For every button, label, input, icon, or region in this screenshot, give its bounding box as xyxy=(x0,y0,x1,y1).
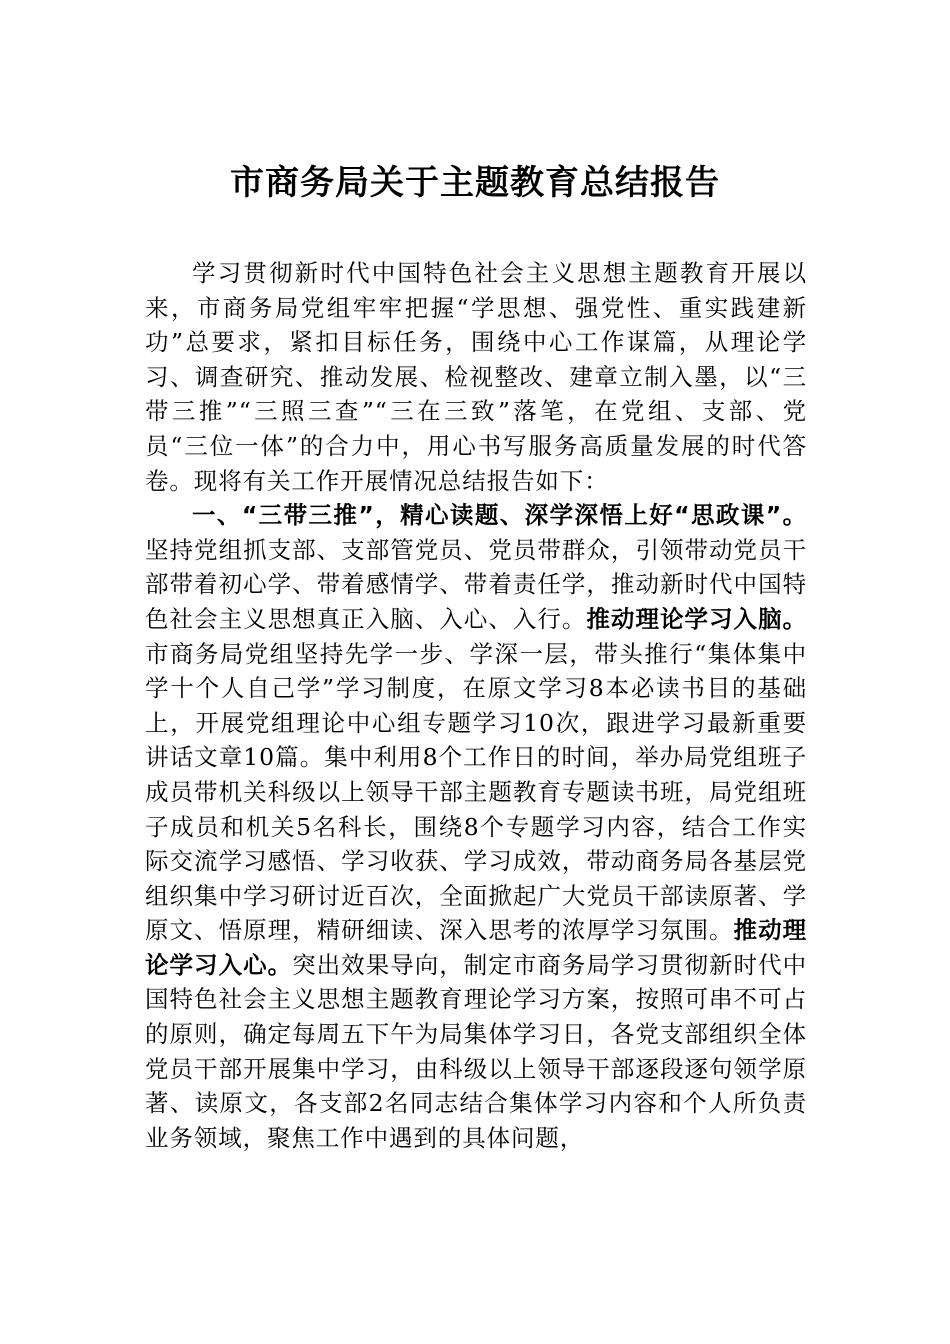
section-1-text-b: 市商务局党组坚持先学一步、学深一层，带头推行“集体集中学十个人自己学”学习制度，在原文学习8本必读书目的基础上，开展党组理论中心组专题学习10次，跟进学习最新重要讲话文章10篇。集中利用8个工作日的时间，举办局党组班子成员带机关科级以上领导干部主题教育专题读书班，局党组班子成员和机关5名科长，围绕8个专题学习内容，结合工作实际交流学习感悟、学习收获、学习成效，带动商务局各基层党组织集中学习研讨近百次，全面掀起广大党员干部读原著、学原文、悟原理，精研细读、深入思考的浓厚学习氛围。 xyxy=(145,639,807,945)
section-1-subheading-c: 推动理论学习入心。 xyxy=(145,916,807,979)
section-1-text-a: 坚持党组抓支部、支部管党员、党员带群众，引领带动党员干部带着初心学、带着感情学、带着责任学，推动新时代中国特色社会主义思想真正入脑、入心、入行。 xyxy=(145,535,807,633)
document-body xyxy=(145,256,807,1155)
intro-text: 学习贯彻新时代中国特色社会主义思想主题教育开展以来，市商务局党组牢牢把握“学思想、强党性、重实践建新功”总要求，紧扣目标任务，围绕中心工作谋篇，从理论学习、调查研究、推动发展、检视整改、建章立制入墨，以“三带三推”“三照三查”“三在三致”落笔，在党组、支部、党员“三位一体”的合力中，用心书写服务高质量发展的时代答卷。现将有关工作开展情况总结报告如下： xyxy=(145,259,807,495)
section-1-paragraph xyxy=(145,498,807,1155)
intro-paragraph xyxy=(145,256,807,498)
section-1-heading: 一、“三带三推”，精心读题、深学深悟上好“思政课”。 xyxy=(192,501,807,530)
document-title: 市商务局关于主题教育总结报告 xyxy=(230,163,720,203)
section-1-subheading-b: 推动理论学习入脑。 xyxy=(586,604,807,633)
section-1-text-c: 突出效果导向，制定市商务局学习贯彻新时代中国特色社会主义思想主题教育理论学习方案，按照可串不可占的原则，确定每周五下午为局集体学习日，各党支部组织全体党员干部开展集中学习，由科级以上领导干部逐段逐句领学原著、读原文，各支部2名同志结合集体学习内容和个人所负责业务领域，聚焦工作中遇到的具体问题， xyxy=(145,950,807,1152)
